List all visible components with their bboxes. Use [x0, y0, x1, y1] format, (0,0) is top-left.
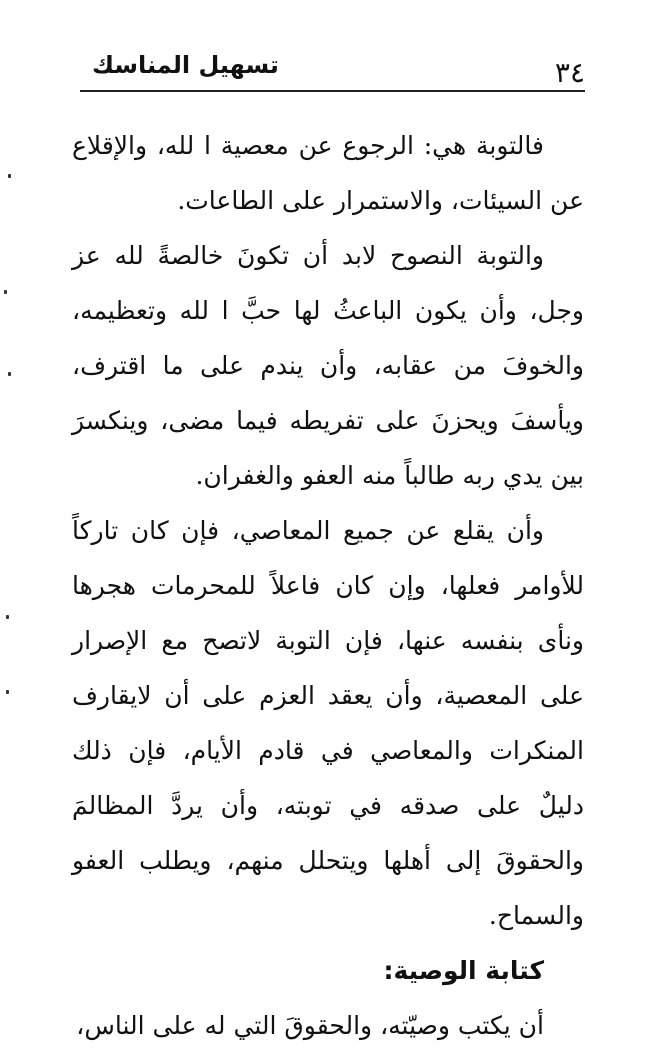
scan-speck [6, 615, 9, 619]
section-heading: كتابة الوصية: [383, 956, 544, 985]
running-title: تسهيل المناسك [92, 51, 279, 79]
page-header [80, 42, 585, 92]
body-text [72, 118, 584, 1053]
paragraph-abstaining-from-sins: وأن يقلع عن جميع المعاصي، فإن كان تاركاً للأوامر فعلها، وإن كان فاعلاً للمحرمات هجرها ونأى بنفسه عنها، فإن التوبة لاتصح مع الإصرار على المعصية، وأن يعقد العزم على أن لايقارف المنكرات والمعاصي في قادم الأيام، فإن ذلك دليلٌ على صدقه في توبته، وأن يردَّ المظالمَ والحقوقَ إلى أهلها ويتحلل منهم، ويطلب العفو والسماح. [72, 516, 584, 930]
paragraph-sincere-repentance: والتوبة النصوح لابد أن تكونَ خالصةً لله عز وجل، وأن يكون الباعثُ لها حبَّ ا لله وتعظيمه، والخوفَ من عقابه، وأن يندم على ما اقترف، ويأسفَ ويحزنَ على تفريطه فيما مضى، وينكسرَ بين يدي ربه طالباً منه العفو والغفران. [72, 241, 584, 490]
scan-speck [6, 690, 9, 694]
paragraph-repentance-definition: فالتوبة هي: الرجوع عن معصية ا لله، والإقلاع عن السيئات، والاستمرار على الطاعات. [72, 131, 584, 215]
scan-speck [8, 174, 11, 178]
paragraph-writing-will: أن يكتب وصيّته، والحقوقَ التي له على الناس، [76, 1011, 544, 1040]
page-number: ٣٤ [554, 56, 585, 89]
scan-speck [4, 290, 7, 294]
scan-speck [8, 372, 11, 376]
header-rule [80, 90, 585, 92]
